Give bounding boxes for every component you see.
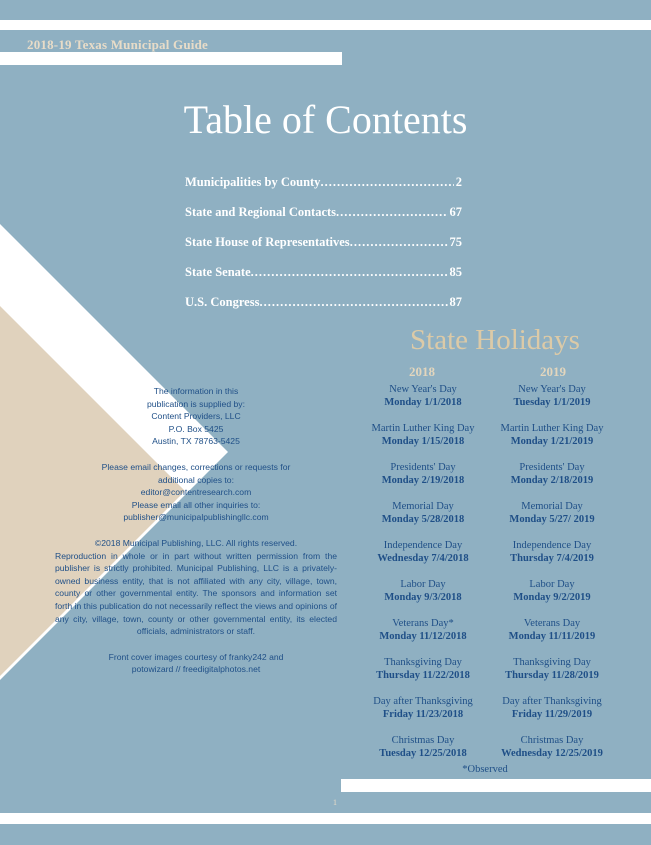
email-line: Please email changes, corrections or requests for	[101, 461, 291, 472]
publisher-info	[55, 385, 337, 676]
holiday-name: Thanksgiving Day	[513, 657, 591, 668]
year-2018-heading: 2018	[409, 364, 435, 379]
guide-title: 2018-19 Texas Municipal Guide	[27, 37, 208, 52]
holiday-name: Day after Thanksgiving	[373, 696, 473, 707]
holiday-date: Monday 5/27/ 2019	[509, 514, 595, 525]
credits-line: potowizard // freedigitalphotos.net	[131, 664, 261, 675]
editor-email-link[interactable]: editor@contentresearch.com	[140, 487, 252, 498]
page-number: 1	[333, 798, 337, 807]
holidays-title: State Holidays	[410, 324, 580, 356]
holiday-item	[488, 695, 616, 734]
holiday-name: Thanksgiving Day	[384, 657, 462, 668]
holiday-item	[488, 617, 616, 656]
holiday-date: Monday 5/28/2018	[381, 514, 465, 525]
holidays-2019-column	[488, 383, 616, 773]
disclaimer: Reproduction in whole or in part without written permission from the publisher is strictly prohibited. Municipal Publishing, LLC is a privately-owned business entity, that is not affiliated with any city, village, town, county or other governmental entity. The sponsors and information set forth in this publication do not necessarily reflect the views and opinions of any city, village, town, county or other governmental entity, its elected officials, administrators or staff.	[55, 550, 337, 637]
holiday-date: Monday 11/11/2019	[508, 631, 596, 642]
holiday-item	[359, 500, 487, 539]
holidays-2018-column	[359, 383, 487, 773]
toc-leader	[259, 295, 447, 310]
toc-leader	[336, 205, 447, 220]
holiday-date: Thursday 11/22/2018	[376, 670, 470, 681]
toc-leader	[350, 235, 448, 250]
holiday-name: Independence Day	[383, 540, 463, 551]
toc-entry[interactable]	[185, 205, 462, 235]
holiday-name: Christmas Day	[391, 735, 455, 746]
holiday-item	[359, 383, 487, 422]
holiday-item	[359, 617, 487, 656]
toc-entry-label: U.S. Congress	[185, 295, 260, 309]
toc-entry-label: State Senate	[185, 265, 251, 279]
holiday-date: Monday 9/2/2019	[513, 592, 591, 603]
holiday-name: Presidents' Day	[519, 462, 585, 473]
copyright-line: ©2018 Municipal Publishing, LLC. All rights reserved.	[94, 537, 298, 548]
holiday-item	[359, 539, 487, 578]
holiday-date: Tuesday 12/25/2018	[379, 748, 467, 759]
holiday-item	[488, 656, 616, 695]
email-line: Please email all other inquiries to:	[131, 499, 261, 510]
holiday-date: Monday 1/15/2018	[381, 436, 465, 447]
table-of-contents	[185, 175, 462, 325]
year-2019-heading: 2019	[540, 364, 566, 379]
holiday-item	[359, 656, 487, 695]
holiday-name: Day after Thanksgiving	[502, 696, 602, 707]
supplier-line: publication is supplied by:	[147, 398, 245, 409]
toc-entry-label: State and Regional Contacts	[185, 205, 337, 219]
toc-entry-page: 2	[455, 175, 462, 189]
holiday-name: New Year's Day	[389, 384, 457, 395]
supplier-line: P.O. Box 5425	[168, 423, 224, 434]
toc-entry[interactable]	[185, 175, 462, 205]
holiday-name: Martin Luther King Day	[371, 423, 475, 434]
holiday-name: Presidents' Day	[390, 462, 456, 473]
holiday-name: Memorial Day	[392, 501, 454, 512]
publisher-email-link[interactable]: publisher@municipalpublishingllc.com	[123, 512, 269, 523]
holiday-date: Monday 11/12/2018	[379, 631, 467, 642]
observed-note: *Observed	[462, 764, 508, 775]
holiday-date: Friday 11/29/2019	[511, 709, 593, 720]
holiday-date: Monday 1/1/2018	[384, 397, 462, 408]
credits-line: Front cover images courtesy of franky242 and	[108, 651, 284, 662]
toc-entry[interactable]	[185, 265, 462, 295]
toc-entry-label: State House of Representatives	[185, 235, 350, 249]
holiday-date: Monday 9/3/2018	[384, 592, 462, 603]
toc-leader	[320, 175, 453, 190]
holiday-name: Christmas Day	[520, 735, 584, 746]
holiday-name: Veterans Day*	[392, 618, 454, 629]
holiday-item	[488, 500, 616, 539]
holiday-name: Labor Day	[400, 579, 446, 590]
supplier-line: Content Providers, LLC	[151, 411, 241, 422]
email-line: additional copies to:	[158, 474, 234, 485]
holiday-name: Independence Day	[512, 540, 592, 551]
holiday-date: Thursday 11/28/2019	[505, 670, 599, 681]
holiday-item	[359, 695, 487, 734]
holiday-item	[359, 422, 487, 461]
toc-entry-page: 67	[449, 205, 462, 219]
holiday-date: Monday 2/19/2018	[381, 475, 465, 486]
holiday-item	[488, 461, 616, 500]
holiday-name: New Year's Day	[518, 384, 586, 395]
holiday-date: Monday 2/18/2019	[510, 475, 594, 486]
toc-entry[interactable]	[185, 295, 462, 325]
toc-entry-page: 75	[449, 235, 462, 249]
toc-entry-page: 87	[449, 295, 462, 309]
toc-entry-label: Municipalities by County	[185, 175, 321, 189]
holiday-item	[488, 422, 616, 461]
toc-entry[interactable]	[185, 235, 462, 265]
toc-entry-page: 85	[449, 265, 462, 279]
holiday-item	[488, 539, 616, 578]
supplier-line: Austin, TX 78763-5425	[152, 436, 240, 447]
holiday-item	[488, 383, 616, 422]
holiday-name: Memorial Day	[521, 501, 583, 512]
holiday-item	[488, 578, 616, 617]
holiday-item	[359, 461, 487, 500]
holiday-date: Wednesday 12/25/2019	[501, 748, 603, 759]
toc-leader	[251, 265, 448, 280]
page-title: Table of Contents	[183, 97, 468, 142]
holiday-date: Tuesday 1/1/2019	[513, 397, 591, 408]
holiday-item	[359, 578, 487, 617]
supplier-line: The information in this	[153, 386, 239, 396]
holiday-name: Labor Day	[529, 579, 575, 590]
holiday-date: Friday 11/23/2018	[382, 709, 464, 720]
holiday-name: Veterans Day	[523, 618, 581, 629]
holiday-date: Wednesday 7/4/2018	[377, 553, 469, 564]
holiday-name: Martin Luther King Day	[500, 423, 604, 434]
holiday-date: Monday 1/21/2019	[510, 436, 594, 447]
holiday-date: Thursday 7/4/2019	[510, 553, 594, 564]
